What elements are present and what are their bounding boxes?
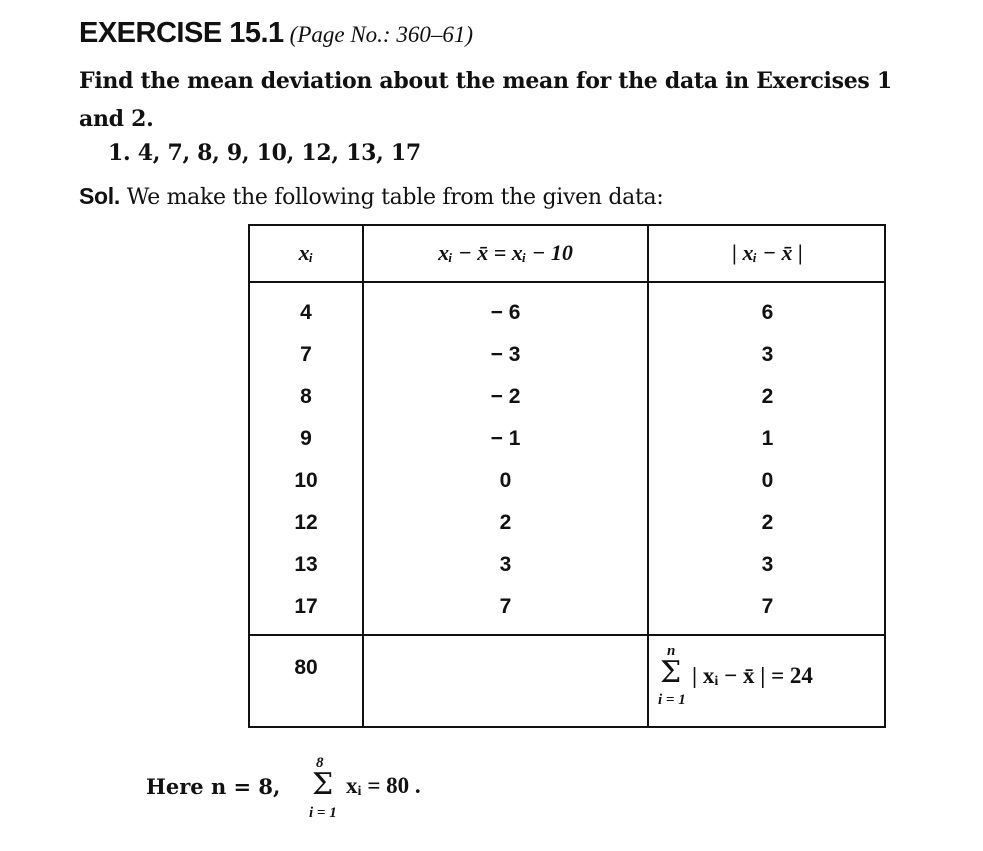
exercise-title: EXERCISE 15.1 <box>79 17 284 49</box>
solution-text: We make the following table from the given data: <box>126 185 664 210</box>
table-cell: 6 <box>761 301 774 324</box>
sigma-lower-limit: i = 1 <box>658 692 686 708</box>
sum-expression: xᵢ = 80 . <box>346 773 421 798</box>
table-cell: 12 <box>294 511 318 534</box>
sigma-upper-limit: n <box>667 643 676 659</box>
table-cell: 0 <box>761 469 774 492</box>
sigma-upper-limit: 8 <box>316 755 324 771</box>
table-cell: 17 <box>294 595 318 618</box>
table-cell: 2 <box>761 511 774 534</box>
table-cell: 3 <box>761 343 774 366</box>
exercise-heading <box>79 17 473 50</box>
sum-abs-deviation-formula <box>658 638 888 728</box>
table-cell: − 2 <box>490 385 521 408</box>
total-divider <box>250 634 884 636</box>
header-abs-deviation: | xᵢ − x̄ | <box>732 240 803 265</box>
table-cell: 2 <box>761 385 774 408</box>
table-cell: 13 <box>294 553 318 576</box>
question-text: Find the mean deviation about the mean for the data in Exercises 1 and 2. <box>79 68 892 132</box>
sum-xi: 80 <box>294 656 318 679</box>
table-cell: 1 <box>761 427 774 450</box>
table-cell: 4 <box>300 301 312 324</box>
table-cell: 9 <box>300 427 312 450</box>
sigma-lower-limit: i = 1 <box>309 805 337 821</box>
table-cell: 0 <box>499 469 512 492</box>
deviation-table <box>248 224 886 728</box>
summary-line <box>146 755 546 840</box>
sum-expression: | xᵢ − x̄ | = 24 <box>692 663 813 688</box>
table-cell: 7 <box>761 595 774 618</box>
table-cell: − 3 <box>490 343 521 366</box>
table-cell: 8 <box>300 385 312 408</box>
table-cell: − 6 <box>490 301 521 324</box>
summary-text: Here n = 8, <box>146 774 281 799</box>
header-divider <box>250 281 884 283</box>
page-reference: (Page No.: 360–61) <box>289 22 473 47</box>
table-cell: 10 <box>294 469 318 492</box>
sigma-icon: Σ <box>660 655 682 690</box>
table-cell: 7 <box>499 595 512 618</box>
table-cell: 3 <box>499 553 512 576</box>
sigma-icon: Σ <box>312 767 334 802</box>
solution-label: Sol. <box>79 183 120 209</box>
table-cell: − 1 <box>490 427 521 450</box>
table-cell: 7 <box>300 343 312 366</box>
header-deviation: xᵢ − x̄ = xᵢ − 10 <box>438 240 573 265</box>
table-cell: 2 <box>499 511 512 534</box>
exercise-item-1: 1. 4, 7, 8, 9, 10, 12, 13, 17 <box>108 140 421 166</box>
table-cell: 3 <box>761 553 774 576</box>
header-xi: xᵢ <box>298 240 314 265</box>
solution-intro <box>79 183 663 210</box>
